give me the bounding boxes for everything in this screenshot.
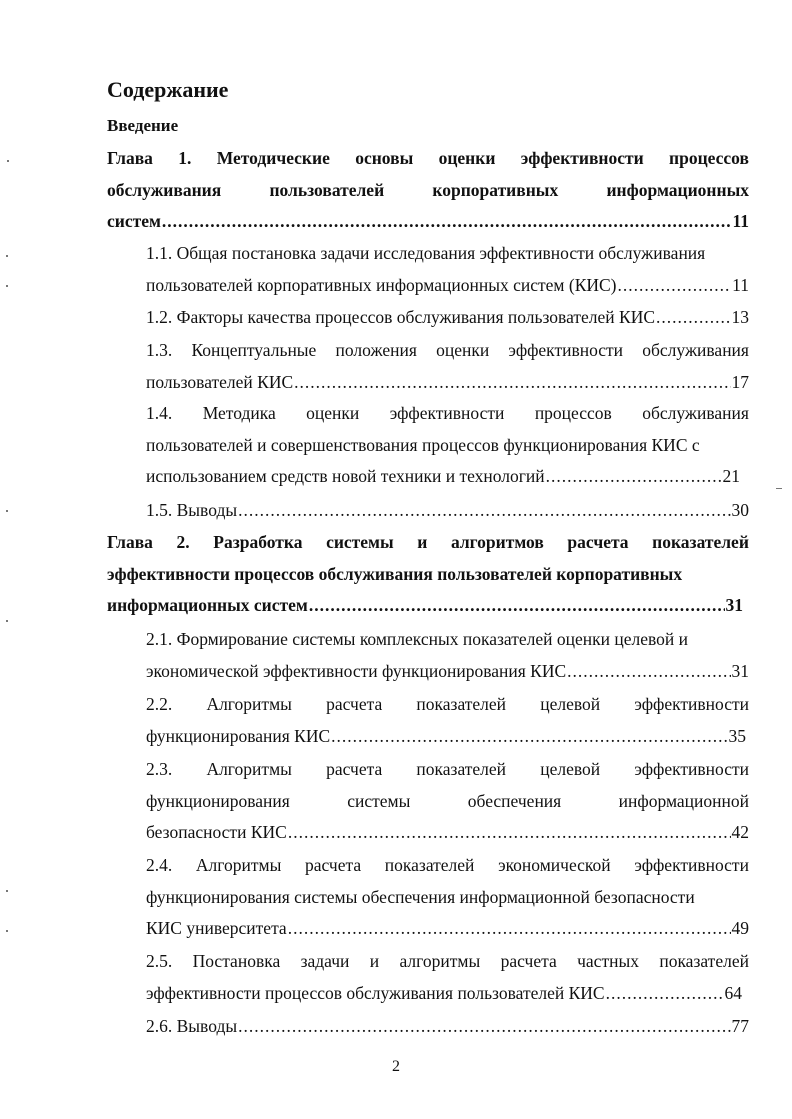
toc-page-number: 49: [731, 918, 749, 938]
dot-leader: [238, 1011, 730, 1043]
toc-line: 2.1. Формирование системы комплексных показателей оценки целевой и: [146, 629, 688, 649]
toc-word: обслуживания: [107, 179, 222, 200]
scan-speck: [7, 160, 9, 162]
toc-word: Алгоритмы: [206, 694, 292, 714]
toc-leader-line: [146, 302, 749, 334]
toc-word: 2.2.: [146, 694, 173, 714]
toc-word: оценки: [436, 340, 490, 360]
toc-line: функционирования системы обеспечения информационной безопасности: [146, 886, 695, 907]
toc-leader-line: [146, 721, 746, 753]
toc-word: Методические: [216, 148, 330, 168]
toc-word: показателей: [659, 951, 749, 971]
toc-word: корпоративных: [432, 179, 559, 200]
toc-word: 1.3.: [146, 340, 173, 360]
toc-word: процессов: [669, 148, 749, 168]
dot-leader: [546, 461, 722, 493]
toc-page-number: 17: [731, 371, 749, 392]
toc-word: расчета: [326, 759, 383, 779]
toc-page-number: 31: [725, 595, 743, 615]
toc-word: функционирования: [146, 790, 290, 811]
toc-word: показателей: [384, 855, 475, 875]
toc-word: обслуживания: [642, 403, 749, 423]
toc-word: Методика: [202, 403, 276, 423]
scan-speck: [776, 488, 782, 489]
toc-entry-text: безопасности КИС: [146, 822, 287, 842]
toc-word: обслуживания: [642, 340, 749, 360]
toc-entry-text: 1.2. Факторы качества процессов обслуживания пользователей КИС: [146, 307, 656, 327]
toc-page-number: 31: [731, 660, 749, 681]
toc-section-2-4: [146, 850, 749, 945]
toc-word: и: [417, 532, 428, 552]
toc-chapter-1: [107, 143, 749, 238]
toc-page-number: 42: [731, 822, 749, 842]
toc-word: целевой: [540, 759, 601, 779]
toc-word: 2.5.: [146, 951, 173, 971]
toc-word: Концептуальные: [191, 340, 317, 360]
toc-entry-text: эффективности процессов обслуживания пользователей КИС: [146, 982, 605, 1003]
toc-word: алгоритмов: [450, 532, 544, 552]
scan-speck: [6, 620, 8, 622]
toc-section-1-1: [146, 238, 749, 301]
toc-section-1-4: [146, 398, 749, 493]
toc-section-1-5: [146, 495, 749, 527]
toc-entry-text: КИС университета: [146, 918, 287, 938]
toc-page-number: 13: [731, 307, 749, 327]
toc-line: [146, 786, 749, 818]
toc-word: оценки: [306, 403, 360, 423]
dot-leader: [656, 302, 730, 334]
dot-leader: [331, 721, 727, 753]
toc-line: 1.1. Общая постановка задачи исследования эффективности обслуживания: [146, 243, 706, 263]
toc-leader-line: [146, 978, 742, 1010]
toc-line: [146, 946, 749, 978]
toc-word: расчета: [500, 951, 557, 971]
scan-speck: [6, 510, 8, 512]
toc-line: [107, 527, 749, 559]
toc-entry-text: пользователей КИС: [146, 371, 294, 392]
toc-word: системы: [347, 790, 411, 811]
toc-line: [146, 398, 749, 430]
toc-line: эффективности процессов обслуживания пользователей корпоративных: [107, 563, 683, 584]
toc-leader-line: [146, 1011, 749, 1043]
toc-line: [146, 754, 749, 786]
dot-leader: [309, 590, 725, 622]
toc-section-2-1: [146, 624, 749, 687]
toc-word: эффективности: [634, 855, 749, 875]
toc-word: эффективности: [634, 694, 749, 714]
toc-word: показателей: [416, 694, 507, 714]
dot-leader: [606, 978, 724, 1010]
toc-word: показателей: [652, 532, 749, 552]
toc-word: основы: [355, 148, 414, 168]
toc-line: [146, 689, 749, 721]
toc-line: [107, 143, 749, 175]
toc-leader-line: [146, 817, 749, 849]
dot-leader: [162, 206, 732, 238]
page-title: Содержание: [107, 77, 229, 102]
toc-page-number: 30: [731, 500, 749, 520]
page-number: 2: [392, 1058, 400, 1075]
toc-word: частных: [577, 951, 639, 971]
toc-leader-line: [146, 913, 749, 945]
toc-word: Алгоритмы: [206, 759, 292, 779]
toc-entry-text: 2.6. Выводы: [146, 1016, 238, 1036]
toc-line: [146, 850, 749, 882]
toc-page-number: 11: [732, 211, 749, 231]
toc-word: эффективности: [508, 340, 624, 360]
toc-entry-text: 1.5. Выводы: [146, 500, 238, 520]
toc-section-2-6: [146, 1011, 749, 1043]
toc-word: оценки: [438, 148, 496, 168]
toc-section-2-2: [146, 689, 749, 752]
toc-entry-text: информационных систем: [107, 595, 308, 615]
dot-leader: [238, 495, 730, 527]
toc-entry-text: использованием средств новой техники и технологий: [146, 466, 545, 486]
toc-page-number: 77: [731, 1016, 749, 1036]
toc-entry-text: пользователей корпоративных информационных систем (КИС): [146, 274, 617, 295]
toc-leader-line: [146, 270, 749, 302]
scan-speck: [6, 930, 8, 932]
dot-leader: [618, 270, 732, 302]
dot-leader: [567, 656, 730, 688]
toc-word: системы: [326, 532, 394, 552]
toc-leader-line: [146, 656, 749, 688]
toc-word: и: [369, 951, 380, 971]
dot-leader: [288, 913, 731, 945]
toc-word: Глава: [107, 532, 153, 552]
toc-word: эффективности: [389, 403, 505, 423]
toc-section-1-2: [146, 302, 749, 334]
toc-word: расчета: [326, 694, 383, 714]
toc-word: информационной: [618, 790, 749, 811]
toc-word: Глава: [107, 148, 153, 168]
toc-word: эффективности: [634, 759, 749, 779]
toc-page-number: 21: [722, 466, 740, 486]
toc-entry-text: систем: [107, 211, 161, 231]
toc-word: процессов: [534, 403, 612, 423]
toc-page-number: 64: [724, 982, 742, 1003]
dot-leader: [294, 367, 730, 399]
toc-page-number: 35: [728, 725, 746, 746]
toc-word: 1.: [178, 148, 192, 168]
toc-line: [107, 175, 749, 207]
toc-word: пользователей: [269, 179, 385, 200]
toc-entry-text: функционирования КИС: [146, 725, 331, 746]
toc-line: [146, 335, 749, 367]
toc-section-2-3: [146, 754, 749, 849]
toc-section-1-3: [146, 335, 749, 398]
toc-word: обеспечения: [467, 790, 562, 811]
toc-word: показателей: [416, 759, 507, 779]
toc-word: 2.: [176, 532, 190, 552]
toc-word: 2.4.: [146, 855, 173, 875]
scan-speck: [6, 285, 8, 287]
toc-chapter-2: [107, 527, 749, 622]
toc-leader-line: [146, 367, 749, 399]
toc-word: задачи: [300, 951, 350, 971]
toc-page-number: 11: [732, 274, 749, 295]
toc-word: 1.4.: [146, 403, 173, 423]
toc-entry-text: экономической эффективности функционирования КИС: [146, 660, 567, 681]
toc-word: расчета: [567, 532, 629, 552]
scan-speck: [6, 890, 8, 892]
toc-leader-line: [107, 206, 749, 238]
toc-word: алгоритмы: [399, 951, 481, 971]
toc-word: положения: [335, 340, 417, 360]
toc-line: пользователей и совершенствования процессов функционирования КИС с: [146, 434, 700, 455]
toc-word: целевой: [540, 694, 601, 714]
toc-word: 2.3.: [146, 759, 173, 779]
toc-leader-line: [146, 461, 740, 493]
toc-word: экономической: [498, 855, 611, 875]
toc-word: Постановка: [192, 951, 281, 971]
toc-word: эффективности: [520, 148, 644, 168]
dot-leader: [288, 817, 731, 849]
toc-word: Алгоритмы: [195, 855, 282, 875]
toc-word: расчета: [305, 855, 362, 875]
toc-leader-line: [146, 495, 749, 527]
toc-section-2-5: [146, 946, 749, 1009]
toc-word: Разработка: [213, 532, 303, 552]
toc-introduction: Введение: [107, 116, 179, 135]
toc-leader-line: [107, 590, 743, 622]
toc-word: информационных: [606, 179, 749, 200]
scan-speck: [6, 255, 8, 257]
